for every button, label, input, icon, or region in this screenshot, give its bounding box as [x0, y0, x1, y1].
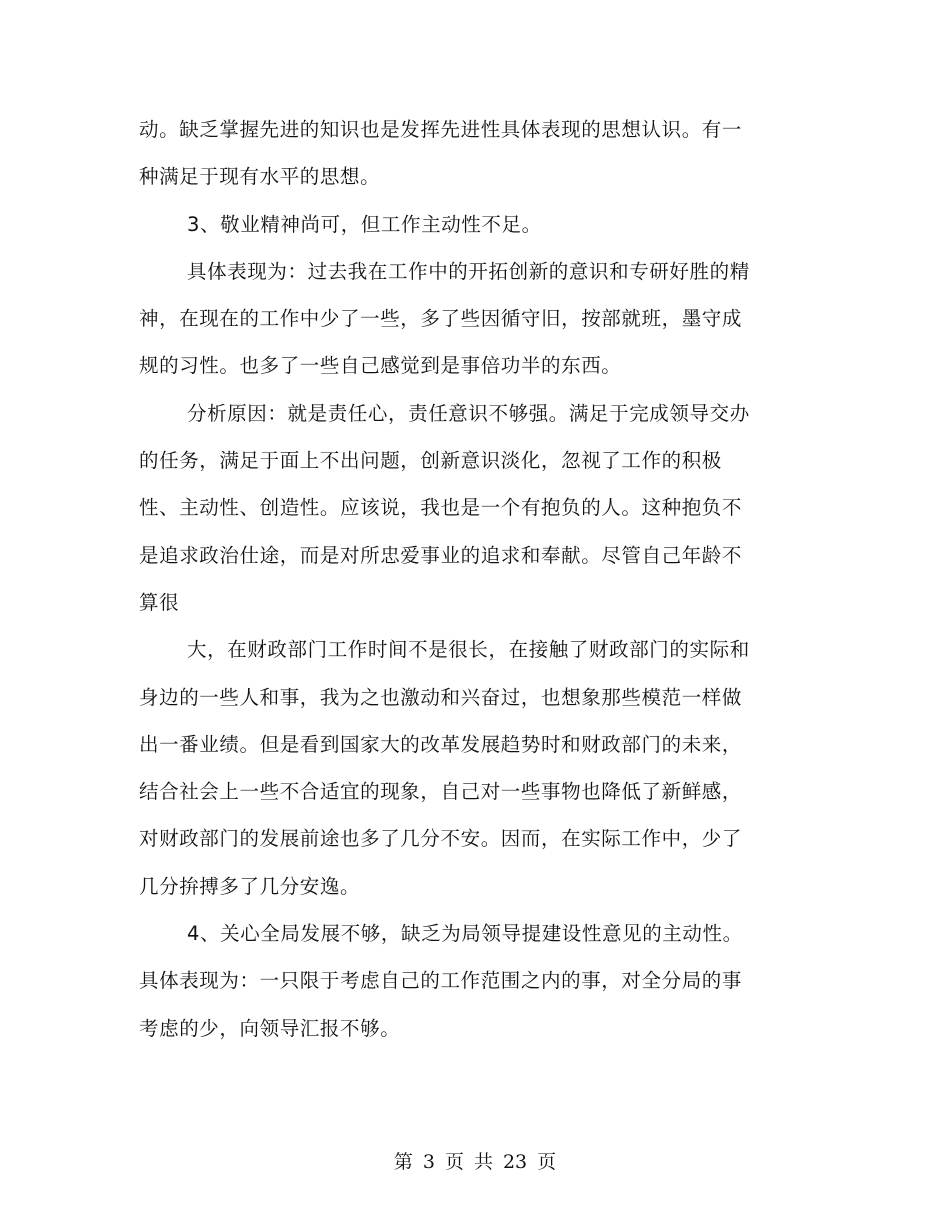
total-pages-number: 23	[502, 1151, 528, 1173]
page-unit-label: 页	[444, 1151, 464, 1173]
text-line: 算很	[139, 590, 180, 614]
text-line: 的任务，满足于面上不出问题，创新意识淡化，忽视了工作的积极	[139, 449, 722, 473]
text-line: 大，在财政部门工作时间不是很长，在接触了财政部门的实际和	[187, 638, 750, 662]
text-line: 性、主动性、创造性。应该说，我也是一个有抱负的人。这种抱负不	[139, 496, 743, 520]
text-line: 是追求政治仕途，而是对所忠爱事业的追求和奉献。尽管自己年龄不	[139, 543, 743, 567]
text-line: 动。缺乏掌握先进的知识也是发挥先进性具体表现的思想认识。有一	[139, 118, 743, 141]
text-line: 几分拚搏多了几分安逸。	[139, 874, 361, 898]
text-line: 具体表现为：一只限于考虑自己的工作范围之内的事，对全分局的事	[139, 969, 743, 993]
section-heading: 3、敬业精神尚可，但工作主动性不足。	[187, 212, 542, 236]
page-label: 第	[393, 1151, 413, 1173]
section-heading: 4、关心全局发展不够，缺乏为局领导提建设性意见的主动性。	[187, 922, 743, 946]
text-line: 身边的一些人和事，我为之也激动和兴奋过，也想象那些模范一样做	[139, 685, 743, 709]
total-label: 共	[473, 1151, 493, 1173]
text-line: 出一番业绩。但是看到国家大的改革发展趋势时和财政部门的未来，	[139, 732, 743, 756]
text-line: 神，在现在的工作中少了一些，多了些因循守旧，按部就班，墨守成	[139, 307, 743, 331]
current-page-number: 3	[422, 1151, 435, 1173]
text-line: 种满足于现有水平的思想。	[139, 165, 381, 189]
text-line: 考虑的少，向领导汇报不够。	[139, 1016, 401, 1040]
text-line: 对财政部门的发展前途也多了几分不安。因而，在实际工作中，少了	[139, 827, 743, 851]
document-body	[139, 106, 759, 1052]
text-line: 具体表现为：过去我在工作中的开拓创新的意识和专研好胜的精	[187, 259, 750, 283]
text-line: 结合社会上一些不合适宜的现象，自己对一些事物也降低了新鲜感，	[139, 780, 743, 804]
text-line: 规的习性。也多了一些自己感觉到是事倍功半的东西。	[139, 354, 622, 378]
page-footer	[0, 1144, 950, 1180]
total-unit-label: 页	[537, 1151, 557, 1173]
text-line: 分析原因：就是责任心，责任意识不够强。满足于完成领导交办	[187, 401, 750, 425]
